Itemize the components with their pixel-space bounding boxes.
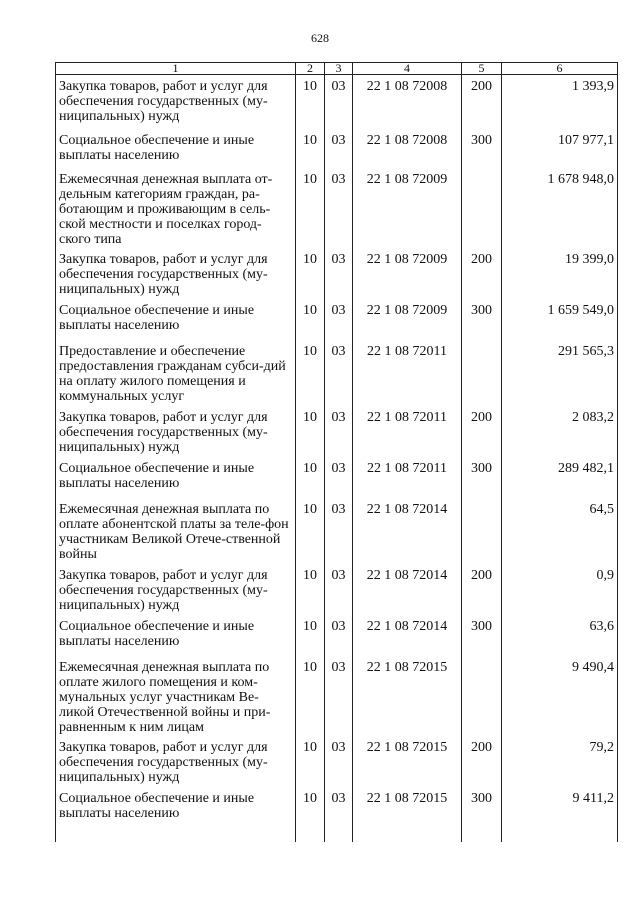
row-section: 10 <box>296 299 325 340</box>
row-section: 10 <box>296 168 325 248</box>
row-name: Ежемесячная денежная выплата по оплате абонентской платы за теле-фон участникам Великой Отече-ственной войны <box>56 498 296 564</box>
row-subsection: 03 <box>325 299 353 340</box>
table-row <box>56 299 618 340</box>
row-section: 10 <box>296 787 325 836</box>
filler-cell <box>502 836 618 843</box>
row-expense-type <box>462 340 502 406</box>
table-row <box>56 615 618 656</box>
row-expense-type <box>462 656 502 736</box>
row-target-article: 22 1 08 72014 <box>353 615 462 656</box>
row-subsection: 03 <box>325 615 353 656</box>
row-name: Социальное обеспечение и иные выплаты населению <box>56 129 296 168</box>
row-amount: 9 411,2 <box>502 787 618 836</box>
row-amount: 291 565,3 <box>502 340 618 406</box>
row-amount: 63,6 <box>502 615 618 656</box>
row-name: Социальное обеспечение и иные выплаты населению <box>56 457 296 498</box>
row-name: Закупка товаров, работ и услуг для обеспечения государственных (му-ниципальных) нужд <box>56 564 296 615</box>
row-name: Ежемесячная денежная выплата от-дельным категориям граждан, ра-ботающим и проживающим в сель-ской местности и поселках город-ского типа <box>56 168 296 248</box>
row-amount: 9 490,4 <box>502 656 618 736</box>
row-section: 10 <box>296 457 325 498</box>
row-target-article: 22 1 08 72009 <box>353 168 462 248</box>
filler-cell <box>56 836 296 843</box>
row-expense-type: 200 <box>462 564 502 615</box>
row-amount: 79,2 <box>502 736 618 787</box>
column-header-amount: 6 <box>502 63 618 75</box>
table-row <box>56 168 618 248</box>
row-section: 10 <box>296 406 325 457</box>
row-section: 10 <box>296 129 325 168</box>
table-row <box>56 498 618 564</box>
filler-cell <box>462 836 502 843</box>
row-subsection: 03 <box>325 248 353 299</box>
table-row <box>56 457 618 498</box>
budget-table-container <box>55 62 617 842</box>
row-name: Закупка товаров, работ и услуг для обеспечения государственных (му-ниципальных) нужд <box>56 406 296 457</box>
row-subsection: 03 <box>325 457 353 498</box>
row-amount: 289 482,1 <box>502 457 618 498</box>
row-subsection: 03 <box>325 787 353 836</box>
row-subsection: 03 <box>325 564 353 615</box>
row-subsection: 03 <box>325 129 353 168</box>
row-section: 10 <box>296 736 325 787</box>
row-target-article: 22 1 08 72014 <box>353 498 462 564</box>
row-expense-type: 300 <box>462 299 502 340</box>
table-row <box>56 406 618 457</box>
table-row <box>56 787 618 836</box>
row-expense-type: 200 <box>462 736 502 787</box>
column-header-target-article: 4 <box>353 63 462 75</box>
filler-cell <box>296 836 325 843</box>
row-target-article: 22 1 08 72011 <box>353 340 462 406</box>
row-expense-type: 300 <box>462 615 502 656</box>
table-filler-row <box>56 836 618 843</box>
table-row <box>56 248 618 299</box>
table-body <box>56 75 618 843</box>
budget-table <box>55 62 618 842</box>
row-subsection: 03 <box>325 168 353 248</box>
row-target-article: 22 1 08 72015 <box>353 656 462 736</box>
row-name: Закупка товаров, работ и услуг для обеспечения государственных (му-ниципальных) нужд <box>56 248 296 299</box>
row-amount: 1 678 948,0 <box>502 168 618 248</box>
row-subsection: 03 <box>325 75 353 129</box>
row-section: 10 <box>296 340 325 406</box>
row-expense-type: 300 <box>462 457 502 498</box>
column-header-expense-type: 5 <box>462 63 502 75</box>
row-target-article: 22 1 08 72011 <box>353 457 462 498</box>
row-expense-type <box>462 498 502 564</box>
row-amount: 1 659 549,0 <box>502 299 618 340</box>
column-header-section: 2 <box>296 63 325 75</box>
row-subsection: 03 <box>325 498 353 564</box>
row-subsection: 03 <box>325 340 353 406</box>
row-name: Предоставление и обеспечение предоставления гражданам субси-дий на оплату жилого помещения и коммунальных услуг <box>56 340 296 406</box>
row-expense-type: 200 <box>462 406 502 457</box>
row-target-article: 22 1 08 72014 <box>353 564 462 615</box>
table-row <box>56 129 618 168</box>
row-amount: 107 977,1 <box>502 129 618 168</box>
row-subsection: 03 <box>325 656 353 736</box>
row-expense-type: 200 <box>462 75 502 129</box>
row-amount: 1 393,9 <box>502 75 618 129</box>
row-section: 10 <box>296 564 325 615</box>
row-section: 10 <box>296 75 325 129</box>
table-header <box>56 63 618 75</box>
row-name: Закупка товаров, работ и услуг для обеспечения государственных (му-ниципальных) нужд <box>56 75 296 129</box>
row-target-article: 22 1 08 72008 <box>353 75 462 129</box>
row-name: Закупка товаров, работ и услуг для обеспечения государственных (му-ниципальных) нужд <box>56 736 296 787</box>
row-amount: 64,5 <box>502 498 618 564</box>
row-target-article: 22 1 08 72015 <box>353 736 462 787</box>
column-header-name: 1 <box>56 63 296 75</box>
row-target-article: 22 1 08 72009 <box>353 299 462 340</box>
table-row <box>56 340 618 406</box>
row-amount: 0,9 <box>502 564 618 615</box>
row-name: Ежемесячная денежная выплата по оплате жилого помещения и ком-мунальных услуг участникам Ве-ликой Отечественной войны и при-равненным к ним лицам <box>56 656 296 736</box>
row-section: 10 <box>296 248 325 299</box>
header-row <box>56 63 618 75</box>
column-header-subsection: 3 <box>325 63 353 75</box>
table-row <box>56 75 618 129</box>
row-amount: 19 399,0 <box>502 248 618 299</box>
row-section: 10 <box>296 498 325 564</box>
table-row <box>56 564 618 615</box>
row-section: 10 <box>296 656 325 736</box>
row-name: Социальное обеспечение и иные выплаты населению <box>56 299 296 340</box>
filler-cell <box>353 836 462 843</box>
row-name: Социальное обеспечение и иные выплаты населению <box>56 615 296 656</box>
row-target-article: 22 1 08 72008 <box>353 129 462 168</box>
page-number: 628 <box>311 31 329 45</box>
row-name: Социальное обеспечение и иные выплаты населению <box>56 787 296 836</box>
filler-cell <box>325 836 353 843</box>
row-target-article: 22 1 08 72009 <box>353 248 462 299</box>
row-section: 10 <box>296 615 325 656</box>
row-subsection: 03 <box>325 406 353 457</box>
table-row <box>56 736 618 787</box>
row-target-article: 22 1 08 72011 <box>353 406 462 457</box>
row-expense-type <box>462 168 502 248</box>
row-target-article: 22 1 08 72015 <box>353 787 462 836</box>
row-subsection: 03 <box>325 736 353 787</box>
row-amount: 2 083,2 <box>502 406 618 457</box>
row-expense-type: 200 <box>462 248 502 299</box>
row-expense-type: 300 <box>462 129 502 168</box>
table-row <box>56 656 618 736</box>
row-expense-type: 300 <box>462 787 502 836</box>
